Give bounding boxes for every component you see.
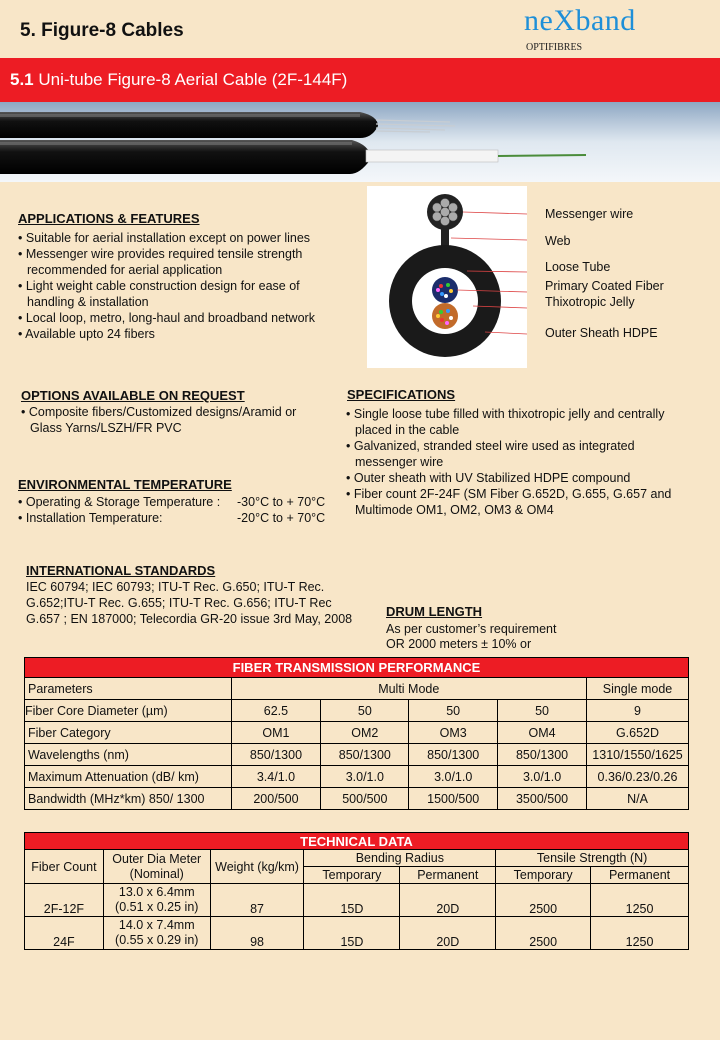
table-cell: Permanent [400,867,496,884]
table-cell: 850/1300 [498,744,587,766]
applications-list [18,230,343,342]
options-list [21,404,331,436]
table-cell: 9 [586,700,688,722]
list-item: • Available upto 24 fibers [18,326,343,342]
brand-subtitle: OPTIFIBRES [526,42,583,53]
table-cell: 0.36/0.23/0.26 [586,766,688,788]
table-cell: 1500/500 [409,788,498,810]
options-heading: OPTIONS AVAILABLE ON REQUEST [21,388,245,403]
table-cell: Wavelengths (nm) [25,744,232,766]
dia-imperial: (0.51 x 0.25 in) [115,900,199,914]
standards-heading: INTERNATIONAL STANDARDS [26,563,216,578]
table-row [25,766,689,788]
label-thixotropic-jelly: Thixotropic Jelly [545,295,635,309]
table-row [25,788,689,810]
temp-value: -30°C to + 70°C [237,495,326,509]
environment-heading: ENVIRONMENTAL TEMPERATURE [18,477,232,492]
label-primary-coated-fiber: Primary Coated Fiber [545,279,664,293]
table-cell: Temporary [496,867,591,884]
page-title: 5. Figure-8 Cables [20,20,184,41]
table-cell: Maximum Attenuation (dB/ km) [25,766,232,788]
table-cell: 1250 [591,884,689,917]
table-cell: 50 [498,700,587,722]
table-cell: 24F [25,917,104,950]
table-cell: 15D [304,917,400,950]
label-outer-sheath: Outer Sheath HDPE [545,326,658,340]
drum-line: As per customer’s requirement [386,622,557,636]
table-cell: Multi Mode [231,678,586,700]
table-cell: 15D [304,884,400,917]
table-cell: Tensile Strength (N) [496,850,689,867]
table-row [25,884,689,917]
list-item: • Light weight cable construction design for ease of handling & installation [18,278,343,310]
drum-heading: DRUM LENGTH [386,604,483,619]
list-item: • Galvanized, stranded steel wire used as integrated messenger wire [346,438,696,470]
table-cell: 3.0/1.0 [409,766,498,788]
section-number: 5.1 [10,70,34,89]
table-row [25,678,689,700]
table-cell: Temporary [304,867,400,884]
brand-logo [524,4,674,54]
table-cell: 20D [400,917,496,950]
list-item: • Local loop, metro, long-haul and broadband network [18,310,343,326]
table-cell: 3.0/1.0 [321,766,409,788]
temp-label: Operating & Storage Temperature : [25,495,221,509]
table-cell: Fiber Core Diameter (µm) [25,700,232,722]
table-cell: 2F-12F [25,884,104,917]
table-cell: 3500/500 [498,788,587,810]
list-item: • Installation Temperature: -20°C to + 70°C [18,511,326,525]
table-cell: 850/1300 [321,744,409,766]
table-row [25,850,689,867]
table-cell: 3.0/1.0 [498,766,587,788]
dia-metric: 13.0 x 6.4mm [118,885,195,899]
tech-table-title: TECHNICAL DATA [25,833,689,850]
table-cell: 850/1300 [231,744,321,766]
temp-value: -20°C to + 70°C [237,511,326,525]
section-title: Uni-tube Figure-8 Aerial Cable (2F-144F) [38,70,348,89]
table-cell: Weight (kg/km) [210,850,304,884]
table-cell [103,917,210,950]
dia-imperial: (0.55 x 0.29 in) [115,933,199,947]
fiber-transmission-table [24,657,689,810]
table-cell: G.652D [586,722,688,744]
standards-text: IEC 60794; IEC 60793; ITU-T Rec. G.650; ITU-T Rec. G.652;ITU-T Rec. G.655; ITU-T Rec. G.656; ITU-T Rec G.657 ; EN 187000; Telecordia GR-20 issue 3rd May, 2008 [26,580,353,626]
table-cell: 500/500 [321,788,409,810]
table-cell: N/A [586,788,688,810]
table-cell: 1310/1550/1625 [586,744,688,766]
table-cell: 87 [210,884,304,917]
section-title-bar [0,58,720,102]
list-item: • Operating & Storage Temperature : -30°C to + 70°C [18,495,326,509]
table-cell: 3.4/1.0 [231,766,321,788]
table-cell: OM2 [321,722,409,744]
technical-data-table [24,832,689,950]
table-cell: 20D [400,884,496,917]
applications-heading: APPLICATIONS & FEATURES [18,211,200,226]
table-cell: 2500 [496,884,591,917]
specifications-heading: SPECIFICATIONS [347,387,456,402]
table-cell: 62.5 [231,700,321,722]
fiber-table-title: FIBER TRANSMISSION PERFORMANCE [25,658,689,678]
table-cell: 2500 [496,917,591,950]
table-cell [103,884,210,917]
list-item: • Composite fibers/Customized designs/Aramid or Glass Yarns/LSZH/FR PVC [21,404,331,436]
list-item: • Suitable for aerial installation except on power lines [18,230,343,246]
table-cell: Fiber Category [25,722,232,744]
label-messenger-wire: Messenger wire [545,207,634,221]
table-cell: 50 [321,700,409,722]
cable-photo [0,102,720,182]
table-cell: Parameters [25,678,232,700]
table-row [25,700,689,722]
list-item: • Messenger wire provides required tensile strength recommended for aerial application [18,246,343,278]
drum-line: OR 2000 meters ± 10% or [386,637,532,651]
table-row [25,722,689,744]
cable-cross-section-diagram [367,186,527,368]
table-cell: 98 [210,917,304,950]
table-cell: 50 [409,700,498,722]
list-item: • Fiber count 2F-24F (SM Fiber G.652D, G.655, G.657 and Multimode OM1, OM2, OM3 & OM4 [346,486,696,518]
table-cell: 200/500 [231,788,321,810]
label-web: Web [545,234,571,248]
table-cell: 1250 [591,917,689,950]
temp-label: Installation Temperature: [25,511,163,525]
table-cell: OM3 [409,722,498,744]
table-cell: OM4 [498,722,587,744]
specifications-list [346,406,696,518]
list-item: • Outer sheath with UV Stabilized HDPE compound [346,470,696,486]
table-cell: 850/1300 [409,744,498,766]
table-row [25,917,689,950]
table-cell: Bending Radius [304,850,496,867]
dia-metric: 14.0 x 7.4mm [118,918,195,932]
environment-list [18,494,343,526]
list-item: • Single loose tube filled with thixotropic jelly and centrally placed in the cable [346,406,696,438]
table-cell: OM1 [231,722,321,744]
table-cell: Single mode [586,678,688,700]
table-cell: Bandwidth (MHz*km) 850/ 1300 [25,788,232,810]
table-row [25,744,689,766]
label-loose-tube: Loose Tube [545,260,611,274]
brand-name: neXband [524,4,636,37]
table-cell: Permanent [591,867,689,884]
table-cell: Fiber Count [25,850,104,884]
table-cell: Outer Dia Meter (Nominal) [103,850,210,884]
